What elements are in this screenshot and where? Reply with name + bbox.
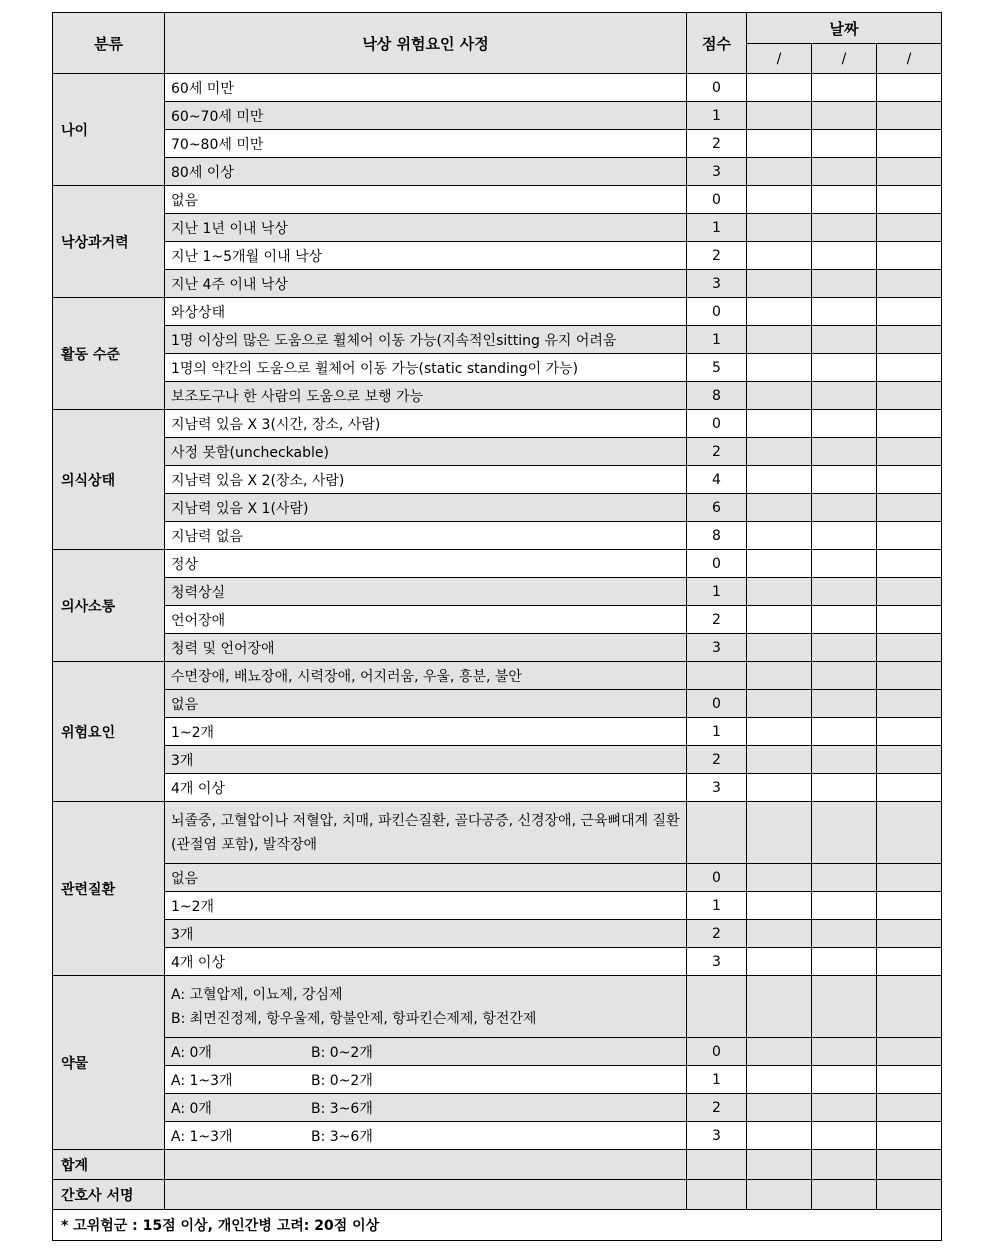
score-entry-cell-day3[interactable] xyxy=(877,1122,942,1150)
factor-description[interactable]: 언어장애 xyxy=(165,606,687,634)
score-entry-cell-day2[interactable] xyxy=(812,976,877,1038)
category-label: 활동 수준 xyxy=(53,298,165,410)
signature-blank xyxy=(165,1180,687,1210)
category-note: 뇌졸중, 고혈압이나 저혈압, 치매, 파킨슨질환, 골다공증, 신경장애, 근육뼈대계 질환(관절염 포함), 발작장애 xyxy=(165,802,687,864)
score-entry-cell-day1[interactable] xyxy=(747,948,812,976)
score-entry-cell-day3[interactable] xyxy=(877,102,942,130)
factor-description[interactable]: 청력 및 언어장애 xyxy=(165,634,687,662)
table-row xyxy=(53,550,942,578)
total-day1-cell[interactable] xyxy=(747,1150,812,1180)
score-entry-cell-day2[interactable] xyxy=(812,466,877,494)
score-entry-cell-day3[interactable] xyxy=(877,522,942,550)
score-value: 4 xyxy=(687,466,747,494)
score-entry-cell-day1[interactable] xyxy=(747,354,812,382)
factor-description[interactable]: 지남력 없음 xyxy=(165,522,687,550)
score-value: 3 xyxy=(687,948,747,976)
score-entry-cell-day1[interactable] xyxy=(747,662,812,690)
signature-score-cell xyxy=(687,1180,747,1210)
factor-description[interactable]: 1명의 약간의 도움으로 휠체어 이동 가능(static standing이 가능) xyxy=(165,354,687,382)
score-value xyxy=(687,976,747,1038)
factor-description[interactable]: 정상 xyxy=(165,550,687,578)
score-entry-cell-day3[interactable] xyxy=(877,270,942,298)
score-value: 5 xyxy=(687,354,747,382)
score-entry-cell-day3[interactable] xyxy=(877,158,942,186)
score-value xyxy=(687,662,747,690)
score-entry-cell-day1[interactable] xyxy=(747,802,812,864)
drug-count-a: A: 0개 xyxy=(171,1044,212,1061)
score-entry-cell-day2[interactable] xyxy=(812,718,877,746)
category-note xyxy=(165,976,687,1038)
score-value: 0 xyxy=(687,74,747,102)
score-entry-cell-day1[interactable] xyxy=(747,522,812,550)
total-blank xyxy=(165,1150,687,1180)
score-value: 3 xyxy=(687,634,747,662)
factor-description[interactable]: 지난 4주 이내 낙상 xyxy=(165,270,687,298)
table-row xyxy=(53,466,942,494)
score-entry-cell-day2[interactable] xyxy=(812,158,877,186)
category-note: 수면장애, 배뇨장애, 시력장애, 어지러움, 우울, 흥분, 불안 xyxy=(165,662,687,690)
total-day3-cell[interactable] xyxy=(877,1150,942,1180)
signature-day2-cell[interactable] xyxy=(812,1180,877,1210)
score-value: 0 xyxy=(687,298,747,326)
drug-count-b: B: 3~6개 xyxy=(311,1128,373,1145)
table-row xyxy=(53,864,942,892)
score-entry-cell-day2[interactable] xyxy=(812,1038,877,1066)
factor-description[interactable]: 80세 이상 xyxy=(165,158,687,186)
header-factor: 낙상 위험요인 사정 xyxy=(165,13,687,74)
score-entry-cell-day2[interactable] xyxy=(812,1122,877,1150)
score-value: 3 xyxy=(687,270,747,298)
score-entry-cell-day2[interactable] xyxy=(812,864,877,892)
table-row xyxy=(53,746,942,774)
date-slot-3[interactable]: / xyxy=(877,44,942,74)
table-footer xyxy=(53,1150,942,1241)
factor-description[interactable]: 1명 이상의 많은 도움으로 휠체어 이동 가능(지속적인sitting 유지 어려움 xyxy=(165,326,687,354)
table-row xyxy=(53,522,942,550)
drug-count-b: B: 0~2개 xyxy=(311,1072,373,1089)
factor-description[interactable]: 60~70세 미만 xyxy=(165,102,687,130)
score-entry-cell-day3[interactable] xyxy=(877,892,942,920)
factor-description[interactable] xyxy=(165,1066,687,1094)
score-entry-cell-day3[interactable] xyxy=(877,326,942,354)
table-row xyxy=(53,186,942,214)
score-entry-cell-day3[interactable] xyxy=(877,634,942,662)
table-row xyxy=(53,494,942,522)
score-value: 2 xyxy=(687,242,747,270)
score-entry-cell-day3[interactable] xyxy=(877,1094,942,1122)
total-label: 합계 xyxy=(53,1150,165,1180)
score-entry-cell-day3[interactable] xyxy=(877,354,942,382)
table-row xyxy=(53,920,942,948)
score-entry-cell-day1[interactable] xyxy=(747,1038,812,1066)
score-entry-cell-day2[interactable] xyxy=(812,130,877,158)
table-row xyxy=(53,774,942,802)
table-row xyxy=(53,102,942,130)
score-entry-cell-day1[interactable] xyxy=(747,1094,812,1122)
table-row xyxy=(53,242,942,270)
score-entry-cell-day1[interactable] xyxy=(747,1122,812,1150)
score-entry-cell-day3[interactable] xyxy=(877,74,942,102)
factor-description[interactable] xyxy=(165,1038,687,1066)
category-label: 위험요인 xyxy=(53,662,165,802)
factor-description[interactable] xyxy=(165,1122,687,1150)
score-value xyxy=(687,802,747,864)
score-entry-cell-day2[interactable] xyxy=(812,186,877,214)
score-entry-cell-day3[interactable] xyxy=(877,662,942,690)
score-entry-cell-day3[interactable] xyxy=(877,718,942,746)
drug-count-a: A: 1~3개 xyxy=(171,1128,233,1145)
factor-description[interactable] xyxy=(165,1094,687,1122)
score-entry-cell-day1[interactable] xyxy=(747,578,812,606)
header-category: 분류 xyxy=(53,13,165,74)
score-entry-cell-day1[interactable] xyxy=(747,690,812,718)
score-entry-cell-day1[interactable] xyxy=(747,892,812,920)
high-risk-note: * 고위험군 : 15점 이상, 개인간병 고려: 20점 이상 xyxy=(53,1210,942,1241)
category-label: 관련질환 xyxy=(53,802,165,976)
table-row xyxy=(53,606,942,634)
score-entry-cell-day2[interactable] xyxy=(812,326,877,354)
table-row xyxy=(53,74,942,102)
score-entry-cell-day2[interactable] xyxy=(812,522,877,550)
score-entry-cell-day2[interactable] xyxy=(812,662,877,690)
score-entry-cell-day2[interactable] xyxy=(812,354,877,382)
score-value: 2 xyxy=(687,1094,747,1122)
score-entry-cell-day1[interactable] xyxy=(747,466,812,494)
score-entry-cell-day1[interactable] xyxy=(747,494,812,522)
score-value: 3 xyxy=(687,158,747,186)
fall-risk-assessment-table xyxy=(52,12,942,1241)
score-entry-cell-day1[interactable] xyxy=(747,326,812,354)
table-row xyxy=(53,892,942,920)
category-label: 의사소통 xyxy=(53,550,165,662)
score-entry-cell-day2[interactable] xyxy=(812,102,877,130)
score-entry-cell-day1[interactable] xyxy=(747,130,812,158)
table-row xyxy=(53,438,942,466)
table-row xyxy=(53,1122,942,1150)
header-score: 점수 xyxy=(687,13,747,74)
factor-description[interactable]: 와상상태 xyxy=(165,298,687,326)
score-entry-cell-day1[interactable] xyxy=(747,242,812,270)
score-entry-cell-day2[interactable] xyxy=(812,494,877,522)
table-row xyxy=(53,382,942,410)
score-entry-cell-day2[interactable] xyxy=(812,382,877,410)
drug-count-a: A: 1~3개 xyxy=(171,1072,233,1089)
score-entry-cell-day3[interactable] xyxy=(877,976,942,1038)
score-value: 8 xyxy=(687,522,747,550)
factor-description[interactable]: 지남력 있음 X 1(사람) xyxy=(165,494,687,522)
category-note-row xyxy=(53,662,942,690)
table-row xyxy=(53,1066,942,1094)
table-row xyxy=(53,270,942,298)
score-entry-cell-day1[interactable] xyxy=(747,74,812,102)
factor-description[interactable]: 지난 1년 이내 낙상 xyxy=(165,214,687,242)
score-value: 2 xyxy=(687,920,747,948)
factor-description[interactable]: 없음 xyxy=(165,186,687,214)
score-entry-cell-day3[interactable] xyxy=(877,214,942,242)
table-row xyxy=(53,1038,942,1066)
score-entry-cell-day1[interactable] xyxy=(747,864,812,892)
score-entry-cell-day2[interactable] xyxy=(812,948,877,976)
table-row xyxy=(53,326,942,354)
table-header xyxy=(53,13,942,74)
factor-description[interactable]: 3개 xyxy=(165,920,687,948)
factor-description[interactable]: 청력상실 xyxy=(165,578,687,606)
nurse-signature-label: 간호사 서명 xyxy=(53,1180,165,1210)
factor-description[interactable]: 4개 이상 xyxy=(165,774,687,802)
table-row xyxy=(53,1094,942,1122)
category-label: 의식상태 xyxy=(53,410,165,550)
factor-description[interactable]: 3개 xyxy=(165,746,687,774)
score-entry-cell-day1[interactable] xyxy=(747,774,812,802)
category-label: 낙상과거력 xyxy=(53,186,165,298)
total-score-cell[interactable] xyxy=(687,1150,747,1180)
score-entry-cell-day2[interactable] xyxy=(812,892,877,920)
factor-description[interactable]: 지남력 있음 X 2(장소, 사람) xyxy=(165,466,687,494)
score-value: 2 xyxy=(687,130,747,158)
score-entry-cell-day3[interactable] xyxy=(877,1066,942,1094)
score-entry-cell-day1[interactable] xyxy=(747,976,812,1038)
score-entry-cell-day3[interactable] xyxy=(877,1038,942,1066)
category-note-line: A: 고혈압제, 이뇨제, 강심제 xyxy=(171,986,343,1003)
score-entry-cell-day2[interactable] xyxy=(812,410,877,438)
score-value: 0 xyxy=(687,1038,747,1066)
table-row xyxy=(53,354,942,382)
score-entry-cell-day3[interactable] xyxy=(877,298,942,326)
score-value: 0 xyxy=(687,186,747,214)
score-entry-cell-day3[interactable] xyxy=(877,746,942,774)
header-date: 날짜 xyxy=(747,13,942,44)
table-row xyxy=(53,214,942,242)
category-label: 나이 xyxy=(53,74,165,186)
score-entry-cell-day1[interactable] xyxy=(747,214,812,242)
score-value: 3 xyxy=(687,1122,747,1150)
factor-description[interactable]: 60세 미만 xyxy=(165,74,687,102)
category-note-row xyxy=(53,802,942,864)
score-entry-cell-day2[interactable] xyxy=(812,774,877,802)
score-entry-cell-day3[interactable] xyxy=(877,606,942,634)
score-entry-cell-day1[interactable] xyxy=(747,158,812,186)
score-entry-cell-day2[interactable] xyxy=(812,214,877,242)
score-entry-cell-day3[interactable] xyxy=(877,438,942,466)
score-entry-cell-day2[interactable] xyxy=(812,1094,877,1122)
score-entry-cell-day1[interactable] xyxy=(747,1066,812,1094)
score-entry-cell-day1[interactable] xyxy=(747,634,812,662)
factor-description[interactable]: 1~2개 xyxy=(165,718,687,746)
score-entry-cell-day3[interactable] xyxy=(877,466,942,494)
score-value: 8 xyxy=(687,382,747,410)
score-entry-cell-day1[interactable] xyxy=(747,920,812,948)
table-row xyxy=(53,410,942,438)
score-entry-cell-day3[interactable] xyxy=(877,382,942,410)
category-label: 약물 xyxy=(53,976,165,1150)
score-entry-cell-day2[interactable] xyxy=(812,690,877,718)
drug-count-a: A: 0개 xyxy=(171,1100,212,1117)
score-value: 1 xyxy=(687,1066,747,1094)
table-row xyxy=(53,298,942,326)
score-entry-cell-day1[interactable] xyxy=(747,606,812,634)
date-slot-2[interactable]: / xyxy=(812,44,877,74)
score-entry-cell-day3[interactable] xyxy=(877,690,942,718)
score-entry-cell-day2[interactable] xyxy=(812,1066,877,1094)
score-entry-cell-day2[interactable] xyxy=(812,746,877,774)
table-row xyxy=(53,130,942,158)
factor-description[interactable]: 1~2개 xyxy=(165,892,687,920)
table-row xyxy=(53,158,942,186)
score-entry-cell-day2[interactable] xyxy=(812,242,877,270)
factor-description[interactable]: 보조도구나 한 사람의 도움으로 보행 가능 xyxy=(165,382,687,410)
score-entry-cell-day1[interactable] xyxy=(747,550,812,578)
factor-description[interactable]: 70~80세 미만 xyxy=(165,130,687,158)
score-entry-cell-day1[interactable] xyxy=(747,186,812,214)
signature-day1-cell[interactable] xyxy=(747,1180,812,1210)
score-entry-cell-day2[interactable] xyxy=(812,550,877,578)
category-note-line: B: 최면진정제, 항우울제, 항불안제, 항파킨슨제제, 항전간제 xyxy=(171,1010,537,1027)
factor-description[interactable]: 없음 xyxy=(165,690,687,718)
score-entry-cell-day2[interactable] xyxy=(812,74,877,102)
score-entry-cell-day3[interactable] xyxy=(877,242,942,270)
score-entry-cell-day1[interactable] xyxy=(747,410,812,438)
score-entry-cell-day1[interactable] xyxy=(747,718,812,746)
score-entry-cell-day2[interactable] xyxy=(812,920,877,948)
score-entry-cell-day3[interactable] xyxy=(877,864,942,892)
score-entry-cell-day1[interactable] xyxy=(747,298,812,326)
score-entry-cell-day3[interactable] xyxy=(877,802,942,864)
table-row xyxy=(53,690,942,718)
total-day2-cell[interactable] xyxy=(812,1150,877,1180)
score-value: 6 xyxy=(687,494,747,522)
score-entry-cell-day2[interactable] xyxy=(812,634,877,662)
table-row xyxy=(53,948,942,976)
score-value: 2 xyxy=(687,438,747,466)
score-entry-cell-day3[interactable] xyxy=(877,186,942,214)
drug-count-b: B: 3~6개 xyxy=(311,1100,373,1117)
score-value: 2 xyxy=(687,746,747,774)
date-slot-1[interactable]: / xyxy=(747,44,812,74)
score-entry-cell-day3[interactable] xyxy=(877,948,942,976)
table-body xyxy=(53,74,942,1150)
score-value: 0 xyxy=(687,410,747,438)
score-value: 1 xyxy=(687,214,747,242)
score-entry-cell-day1[interactable] xyxy=(747,382,812,410)
score-entry-cell-day3[interactable] xyxy=(877,494,942,522)
drug-count-b: B: 0~2개 xyxy=(311,1044,373,1061)
score-value: 1 xyxy=(687,326,747,354)
factor-description[interactable]: 4개 이상 xyxy=(165,948,687,976)
score-value: 3 xyxy=(687,774,747,802)
table-row xyxy=(53,634,942,662)
score-entry-cell-day3[interactable] xyxy=(877,920,942,948)
category-note-row xyxy=(53,976,942,1038)
score-value: 0 xyxy=(687,690,747,718)
score-entry-cell-day3[interactable] xyxy=(877,130,942,158)
table-row xyxy=(53,578,942,606)
score-entry-cell-day2[interactable] xyxy=(812,438,877,466)
score-entry-cell-day2[interactable] xyxy=(812,578,877,606)
score-entry-cell-day2[interactable] xyxy=(812,802,877,864)
signature-day3-cell[interactable] xyxy=(877,1180,942,1210)
factor-description[interactable]: 지난 1~5개월 이내 낙상 xyxy=(165,242,687,270)
score-value: 0 xyxy=(687,550,747,578)
score-entry-cell-day1[interactable] xyxy=(747,438,812,466)
score-value: 2 xyxy=(687,606,747,634)
score-entry-cell-day1[interactable] xyxy=(747,270,812,298)
score-value: 1 xyxy=(687,102,747,130)
factor-description[interactable]: 사정 못함(uncheckable) xyxy=(165,438,687,466)
table-row xyxy=(53,718,942,746)
score-entry-cell-day2[interactable] xyxy=(812,270,877,298)
score-entry-cell-day2[interactable] xyxy=(812,606,877,634)
score-value: 1 xyxy=(687,892,747,920)
score-value: 1 xyxy=(687,578,747,606)
factor-description[interactable]: 없음 xyxy=(165,864,687,892)
score-value: 0 xyxy=(687,864,747,892)
score-entry-cell-day3[interactable] xyxy=(877,550,942,578)
score-entry-cell-day1[interactable] xyxy=(747,746,812,774)
score-value: 1 xyxy=(687,718,747,746)
score-entry-cell-day2[interactable] xyxy=(812,298,877,326)
score-entry-cell-day3[interactable] xyxy=(877,578,942,606)
score-entry-cell-day3[interactable] xyxy=(877,410,942,438)
factor-description[interactable]: 지남력 있음 X 3(시간, 장소, 사람) xyxy=(165,410,687,438)
score-entry-cell-day3[interactable] xyxy=(877,774,942,802)
score-entry-cell-day1[interactable] xyxy=(747,102,812,130)
